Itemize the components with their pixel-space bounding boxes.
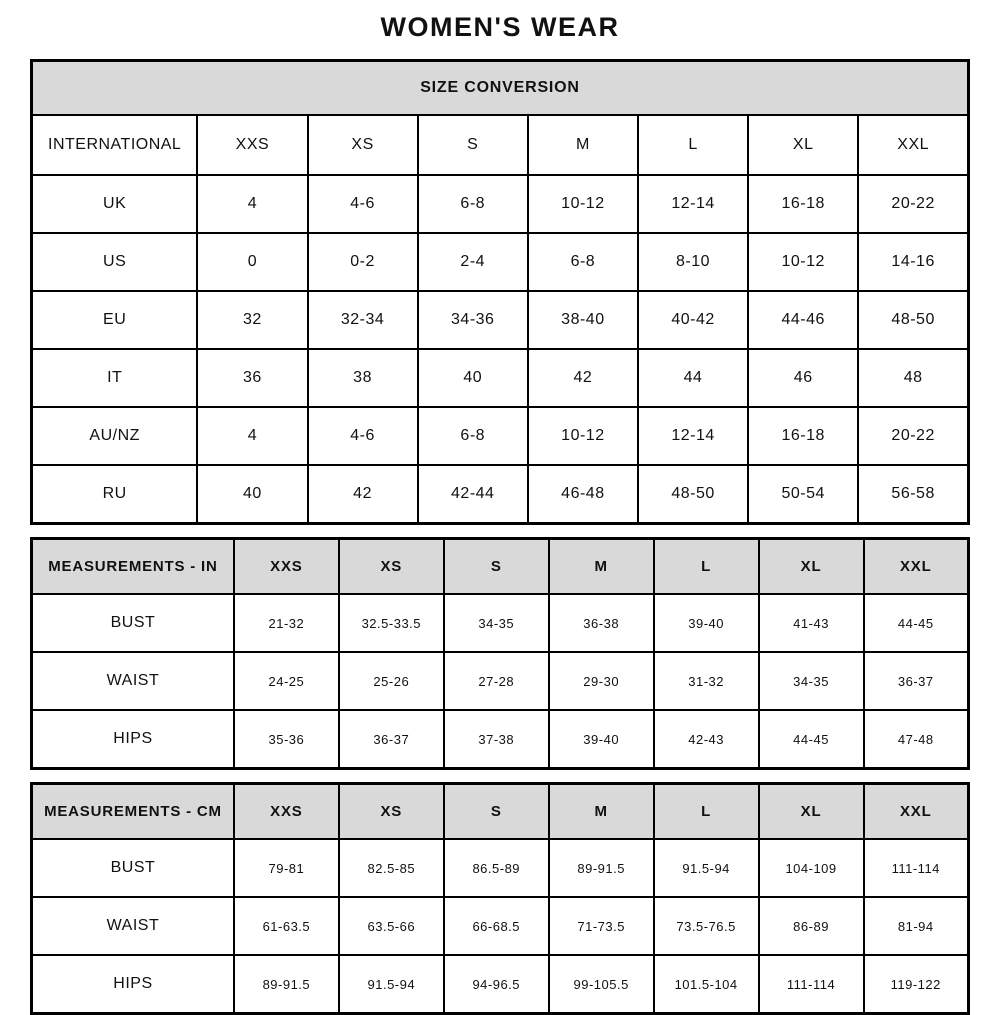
- measurement-cell: 36-38: [549, 594, 654, 652]
- size-header-cell: XL: [759, 784, 864, 840]
- row-label: HIPS: [32, 955, 234, 1014]
- size-cell: 32-34: [308, 291, 418, 349]
- table-row-eu: [32, 291, 969, 349]
- size-cell: 42: [528, 349, 638, 407]
- row-label: IT: [32, 349, 198, 407]
- size-cell: 40-42: [638, 291, 748, 349]
- measurement-cell: 94-96.5: [444, 955, 549, 1014]
- measurements-in-table: [30, 537, 970, 770]
- size-header-cell: XL: [748, 115, 858, 175]
- size-cell: 0-2: [308, 233, 418, 291]
- size-cell: 20-22: [858, 175, 968, 233]
- measurement-cell: 71-73.5: [549, 897, 654, 955]
- size-cell: 42-44: [418, 465, 528, 524]
- measurement-cell: 31-32: [654, 652, 759, 710]
- size-cell: 4-6: [308, 175, 418, 233]
- size-cell: 12-14: [638, 175, 748, 233]
- size-cell: 12-14: [638, 407, 748, 465]
- size-cell: 20-22: [858, 407, 968, 465]
- measurement-cell: 39-40: [654, 594, 759, 652]
- measurement-cell: 73.5-76.5: [654, 897, 759, 955]
- size-header-cell: L: [654, 539, 759, 595]
- measurement-cell: 36-37: [339, 710, 444, 769]
- table-row-ru: [32, 465, 969, 524]
- size-cell: 34-36: [418, 291, 528, 349]
- size-header-cell: XS: [339, 539, 444, 595]
- size-cell: 48-50: [858, 291, 968, 349]
- size-header-cell: L: [638, 115, 748, 175]
- size-header-cell: XXL: [858, 115, 968, 175]
- size-cell: 44-46: [748, 291, 858, 349]
- size-cell: 50-54: [748, 465, 858, 524]
- size-header-cell: XXS: [197, 115, 307, 175]
- size-cell: 10-12: [748, 233, 858, 291]
- size-header-cell: XS: [308, 115, 418, 175]
- size-conversion-table: [30, 59, 970, 525]
- row-label: US: [32, 233, 198, 291]
- size-header-cell: S: [444, 539, 549, 595]
- measurement-cell: 111-114: [759, 955, 864, 1014]
- measurement-cell: 42-43: [654, 710, 759, 769]
- table-row-waist-in: [32, 652, 969, 710]
- size-header-cell: XXS: [234, 784, 339, 840]
- size-cell: 40: [197, 465, 307, 524]
- measurement-cell: 32.5-33.5: [339, 594, 444, 652]
- measurement-cell: 104-109: [759, 839, 864, 897]
- measurement-cell: 79-81: [234, 839, 339, 897]
- measurement-cell: 111-114: [864, 839, 969, 897]
- size-cell: 14-16: [858, 233, 968, 291]
- measurements-in-title: MEASUREMENTS - IN: [32, 539, 234, 595]
- page-title: WOMEN'S WEAR: [380, 12, 620, 42]
- measurement-cell: 21-32: [234, 594, 339, 652]
- row-label: EU: [32, 291, 198, 349]
- size-cell: 32: [197, 291, 307, 349]
- table-row-hips-in: [32, 710, 969, 769]
- measurements-cm-title: MEASUREMENTS - CM: [32, 784, 234, 840]
- measurement-cell: 36-37: [864, 652, 969, 710]
- size-cell: 4: [197, 407, 307, 465]
- size-cell: 10-12: [528, 175, 638, 233]
- measurement-cell: 34-35: [444, 594, 549, 652]
- table-row-aunz: [32, 407, 969, 465]
- measurement-cell: 37-38: [444, 710, 549, 769]
- measurement-cell: 63.5-66: [339, 897, 444, 955]
- size-header-cell: XXS: [234, 539, 339, 595]
- measurement-cell: 41-43: [759, 594, 864, 652]
- measurement-cell: 34-35: [759, 652, 864, 710]
- measurement-cell: 82.5-85: [339, 839, 444, 897]
- size-conversion-header-row: [32, 115, 969, 175]
- measurement-cell: 35-36: [234, 710, 339, 769]
- table-row-us: [32, 233, 969, 291]
- row-label: UK: [32, 175, 198, 233]
- size-cell: 38: [308, 349, 418, 407]
- size-cell: 38-40: [528, 291, 638, 349]
- size-cell: 36: [197, 349, 307, 407]
- size-cell: 46-48: [528, 465, 638, 524]
- measurement-cell: 66-68.5: [444, 897, 549, 955]
- row-label: BUST: [32, 594, 234, 652]
- size-header-cell: L: [654, 784, 759, 840]
- size-cell: 2-4: [418, 233, 528, 291]
- size-cell: 56-58: [858, 465, 968, 524]
- measurement-cell: 24-25: [234, 652, 339, 710]
- size-header-cell: S: [418, 115, 528, 175]
- size-cell: 42: [308, 465, 418, 524]
- measurements-cm-header-row: [32, 784, 969, 840]
- measurement-cell: 25-26: [339, 652, 444, 710]
- measurements-cm-table: [30, 782, 970, 1015]
- row-label: WAIST: [32, 652, 234, 710]
- measurement-cell: 81-94: [864, 897, 969, 955]
- size-cell: 16-18: [748, 175, 858, 233]
- measurement-cell: 101.5-104: [654, 955, 759, 1014]
- measurement-cell: 86.5-89: [444, 839, 549, 897]
- size-cell: 46: [748, 349, 858, 407]
- measurements-in-header-row: [32, 539, 969, 595]
- measurement-cell: 27-28: [444, 652, 549, 710]
- measurement-cell: 99-105.5: [549, 955, 654, 1014]
- size-cell: 8-10: [638, 233, 748, 291]
- row-label: AU/NZ: [32, 407, 198, 465]
- size-cell: 4-6: [308, 407, 418, 465]
- size-cell: 16-18: [748, 407, 858, 465]
- measurement-cell: 91.5-94: [339, 955, 444, 1014]
- table-row-bust-in: [32, 594, 969, 652]
- measurement-cell: 39-40: [549, 710, 654, 769]
- size-cell: 6-8: [528, 233, 638, 291]
- size-header-cell: M: [528, 115, 638, 175]
- measurement-cell: 119-122: [864, 955, 969, 1014]
- size-header-cell: M: [549, 539, 654, 595]
- table-row-waist-cm: [32, 897, 969, 955]
- measurement-cell: 91.5-94: [654, 839, 759, 897]
- size-conversion-title: SIZE CONVERSION: [32, 61, 969, 116]
- size-conversion-title-row: [32, 61, 969, 116]
- table-row-it: [32, 349, 969, 407]
- size-cell: 48-50: [638, 465, 748, 524]
- row-label: BUST: [32, 839, 234, 897]
- size-cell: 6-8: [418, 407, 528, 465]
- header-international: INTERNATIONAL: [32, 115, 198, 175]
- size-cell: 10-12: [528, 407, 638, 465]
- measurement-cell: 89-91.5: [234, 955, 339, 1014]
- measurement-cell: 44-45: [759, 710, 864, 769]
- measurement-cell: 89-91.5: [549, 839, 654, 897]
- table-row-uk: [32, 175, 969, 233]
- size-header-cell: XS: [339, 784, 444, 840]
- row-label: RU: [32, 465, 198, 524]
- size-cell: 6-8: [418, 175, 528, 233]
- size-header-cell: S: [444, 784, 549, 840]
- table-row-bust-cm: [32, 839, 969, 897]
- size-cell: 40: [418, 349, 528, 407]
- size-cell: 0: [197, 233, 307, 291]
- size-header-cell: XL: [759, 539, 864, 595]
- row-label: HIPS: [32, 710, 234, 769]
- size-header-cell: M: [549, 784, 654, 840]
- size-header-cell: XXL: [864, 784, 969, 840]
- measurement-cell: 86-89: [759, 897, 864, 955]
- size-header-cell: XXL: [864, 539, 969, 595]
- measurement-cell: 44-45: [864, 594, 969, 652]
- size-cell: 4: [197, 175, 307, 233]
- size-cell: 44: [638, 349, 748, 407]
- measurement-cell: 61-63.5: [234, 897, 339, 955]
- measurement-cell: 47-48: [864, 710, 969, 769]
- measurement-cell: 29-30: [549, 652, 654, 710]
- size-cell: 48: [858, 349, 968, 407]
- table-row-hips-cm: [32, 955, 969, 1014]
- row-label: WAIST: [32, 897, 234, 955]
